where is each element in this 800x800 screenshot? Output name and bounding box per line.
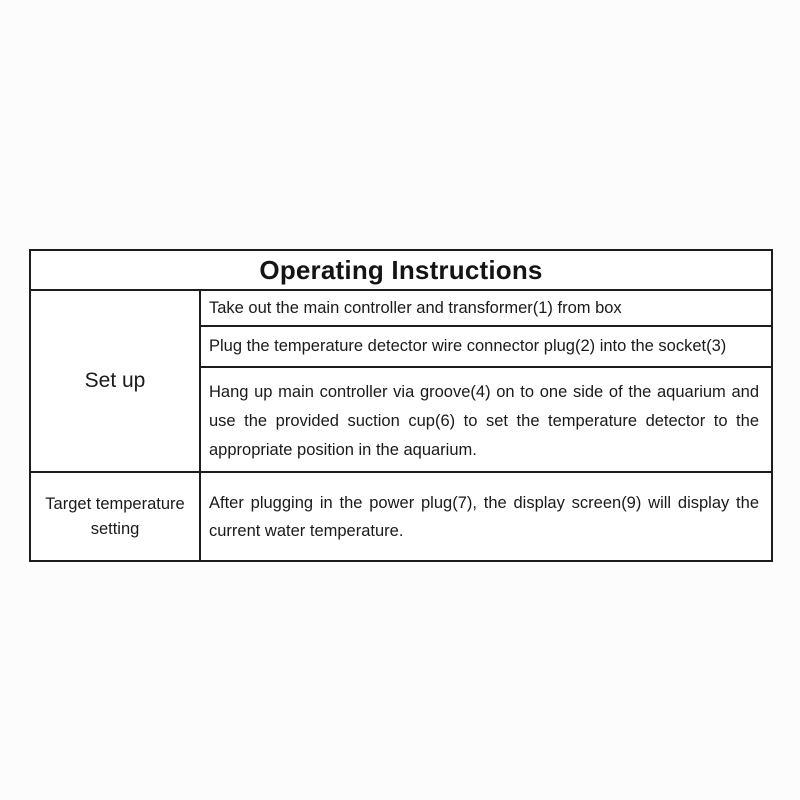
target-temperature-step-1: After plugging in the power plug(7), the display screen(9) will display the current water temperature. bbox=[209, 493, 759, 540]
table-title: Operating Instructions bbox=[31, 251, 771, 291]
setup-step-2: Plug the temperature detector wire connector plug(2) into the socket(3) bbox=[201, 327, 771, 368]
section-label-set-up: Set up bbox=[31, 291, 199, 473]
operating-instructions-table bbox=[29, 249, 773, 562]
section-label-target-temperature-setting: Target temperature setting bbox=[45, 494, 185, 538]
section-label-column bbox=[31, 291, 201, 560]
table-body bbox=[31, 291, 771, 560]
setup-step-1: Take out the main controller and transformer(1) from box bbox=[201, 291, 771, 327]
instructions-column bbox=[201, 291, 771, 560]
setup-step-3: Hang up main controller via groove(4) on to one side of the aquarium and use the provided suction cup(6) to set the temperature detector to the appropriate position in the aquarium. bbox=[201, 368, 771, 473]
